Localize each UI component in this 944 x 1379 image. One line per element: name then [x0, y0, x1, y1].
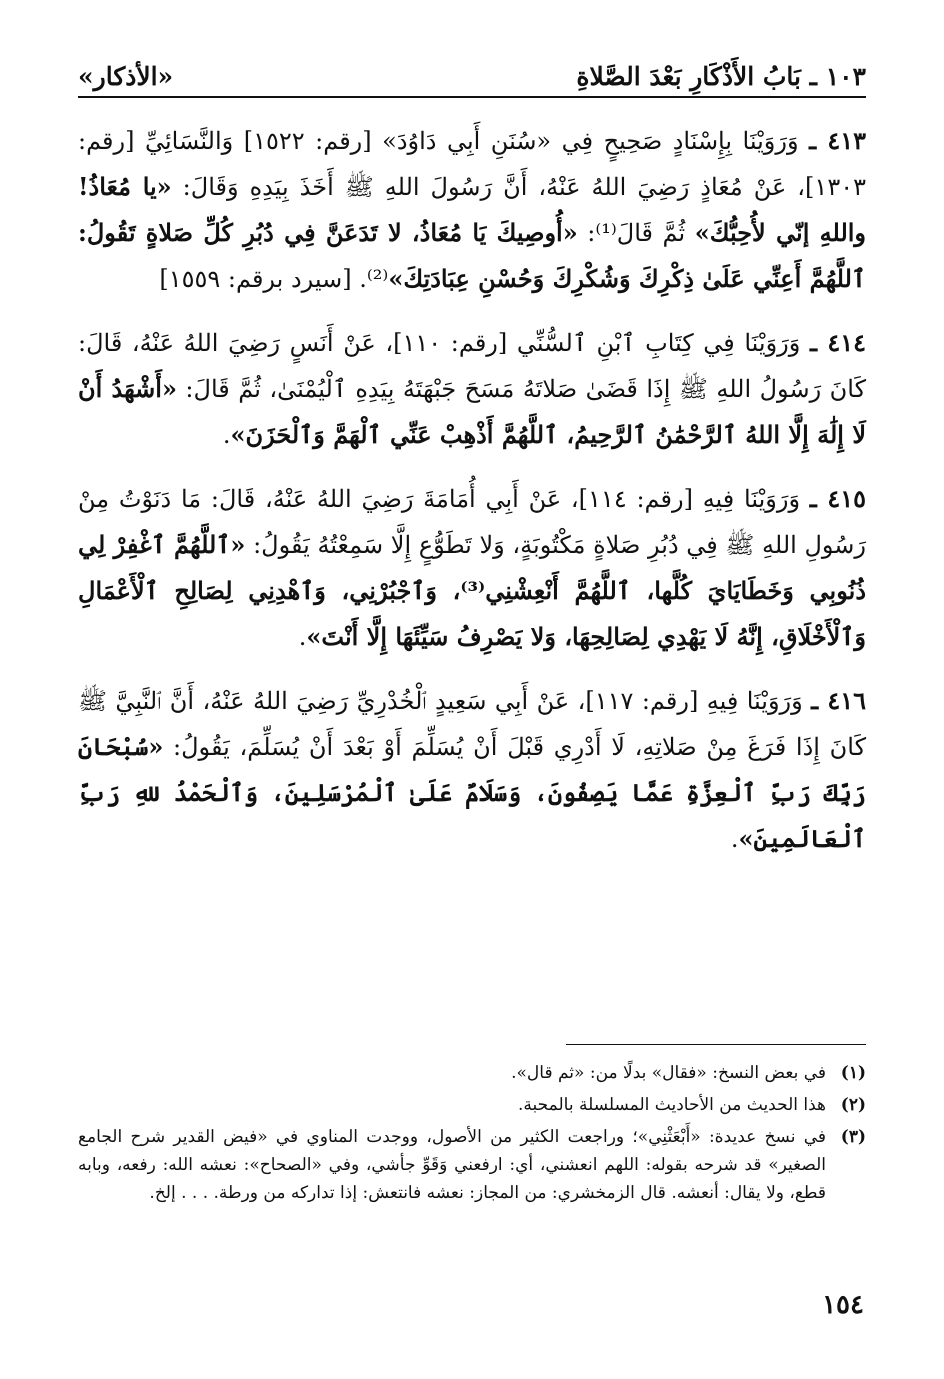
entry-quote: «أَشْهَدُ أَنْ لَا إِلَٰهَ إِلَّا اللهُ ٱلرَّحْمَٰنُ ٱلرَّحِيمُ، ٱللَّهُمَّ أَذْهِبْ عَنِّي ٱلْهَمَّ وَٱلْحَزَنَ»: [78, 374, 866, 449]
footnote-divider: [566, 1044, 866, 1045]
hadith-entry: [78, 320, 866, 458]
running-header: [78, 56, 866, 98]
hadith-entry: [78, 118, 866, 302]
entry-quote: «ٱللَّهُمَّ ٱغْفِرْ لِي ذُنُوبِي وَخَطَايَايَ كُلَّها، ٱللَّهُمَّ أَنْعِشْنِي⁽³⁾، وَٱجْبُرْنِي، وَٱهْدِنِي لِصَالِحِ ٱلْأَعْمَالِ وَٱلْأَخْلَاقِ، إِنَّهُ لَا يَهْدِي لِصَالِحِهَا، وَلا يَصْرِفُ سَيِّئَهَا إِلَّا أَنْتَ»: [78, 530, 867, 651]
footnote-text: في بعض النسخ: «فقال» بدلًا من: «ثم قال».: [511, 1063, 826, 1083]
footnote: [78, 1123, 866, 1207]
entry-end: ⁽²⁾. [سيرد برقم: ١٥٥٩]: [159, 265, 389, 293]
entry-text: وَرَوَيْنَا بِإِسْنَادٍ صَحِيحٍ فِي «سُنَنِ أَبِي دَاوُدَ» [رقم: ١٥٢٢] وَالنَّسَائِيِّ [رقم: ١٣٠٣]، عَنْ مُعَاذٍ رَضِيَ اللهُ عَنْهُ، أَنَّ رَسُولَ اللهِ ﷺ أَخَذَ بِيَدِهِ وَقَالَ:: [78, 127, 866, 201]
entry-text: وَرَوَيْنَا فِيهِ [رقم: ١١٤]، عَنْ أَبِي أُمَامَةَ رَضِيَ اللهُ عَنْهُ، قَالَ: مَا دَنَوْتُ مِنْ رَسُولِ اللهِ ﷺ فِي دُبُرِ صَلاةٍ مَكْتُوبَةٍ، وَلا تَطَوُّعٍ إِلَّا سَمِعْتُهُ يَقُولُ:: [78, 485, 866, 559]
footnote-mark: (٣): [840, 1127, 866, 1147]
hadith-entry: [78, 476, 866, 660]
main-text: [78, 118, 866, 880]
footnotes: [78, 1044, 866, 1211]
chapter-title: ١٠٣ ـ بَابُ الأَذْكَارِ بَعْدَ الصَّلاةِ: [576, 61, 866, 91]
footnote-mark: (٢): [840, 1095, 866, 1115]
entry-text-mid: ثُمَّ قَالَ⁽¹⁾:: [577, 219, 695, 247]
entry-quote: «سُبْحَانَ رَبِّكَ رَبِّ ٱلْعِزَّةِ عَمَّا يَصِفُونَ، وَسَلَامٌ عَلَىٰ ٱلْمُرْسَلِينَ، وَٱلْحَمْدُ للهِ رَبِّ ٱلْعَالَمِينَ»: [78, 732, 866, 853]
entry-number: ٤١٥ ـ: [809, 484, 866, 513]
footnote-text: هذا الحديث من الأحاديث المسلسلة بالمحبة.: [518, 1095, 826, 1115]
entry-number: ٤١٤ ـ: [809, 328, 866, 357]
entry-quote-2: «أُوصِيكَ يَا مُعَاذُ، لا تَدَعَنَّ فِي دُبُرِ كُلِّ صَلاةٍ تَقُولُ: ٱللَّهُمَّ أَعِنِّي عَلَىٰ ذِكْرِكَ وَشُكْرِكَ وَحُسْنِ عِبَادَتِكَ»: [78, 218, 866, 293]
entry-end: .: [730, 825, 739, 853]
footnote: [78, 1059, 866, 1087]
entry-end: .: [298, 623, 307, 651]
entry-number: ٤١٦ ـ: [811, 686, 866, 715]
entry-end: .: [222, 421, 231, 449]
hadith-entry: [78, 678, 866, 862]
entry-number: ٤١٣ ـ: [809, 126, 867, 155]
entry-quote: «يا مُعَاذُ! واللهِ إنّي لأُحِبُّكَ»: [78, 172, 867, 247]
footnote: [78, 1091, 866, 1119]
footnote-mark: (١): [840, 1063, 866, 1083]
page-number: ١٥٤: [822, 1290, 864, 1320]
entry-text: وَرَوَيْنَا فِيهِ [رقم: ١١٧]، عَنْ أَبِي سَعِيدٍ ٱلْخُدْرِيِّ رَضِيَ اللهُ عَنْهُ، أَنَّ ٱلنَّبِيَّ ﷺ كَانَ إِذَا فَرَغَ مِنْ صَلاتِهِ، لَا أَدْرِي قَبْلَ أَنْ يُسَلِّمَ أَوْ بَعْدَ أَنْ يُسَلِّمَ، يَقُولُ:: [78, 687, 866, 761]
entry-text: وَرَوَيْنَا فِي كِتَابِ ٱبْنِ ٱلسُّنِّي [رقم: ١١٠]، عَنْ أَنَسٍ رَضِيَ اللهُ عَنْهُ، قَالَ: كَانَ رَسُولُ اللهِ ﷺ إِذَا قَضَىٰ صَلاتَهُ مَسَحَ جَبْهَتَهُ بِيَدِهِ ٱلْيُمْنَىٰ، ثُمَّ قَالَ:: [78, 329, 867, 403]
footnote-text: في نسخ عديدة: «أَبْعَثْنِي»؛ وراجعت الكثير من الأصول، ووجدت المناوي في «فيض القدير شرح الجامع الصغير» قد شرحه بقوله: اللهم انعشني، أي: ارفعني وَقَوِّ جأشي، وفي «الصحاح»: نعشه الله: رفعه، وبابه قطع، ولا يقال: أنعشه. قال الزمخشري: من المجاز: نعشه فانتعش: إذا تداركه من ورطة. . . . إلخ.: [78, 1127, 826, 1203]
book-title: «الأذكار»: [78, 61, 174, 91]
